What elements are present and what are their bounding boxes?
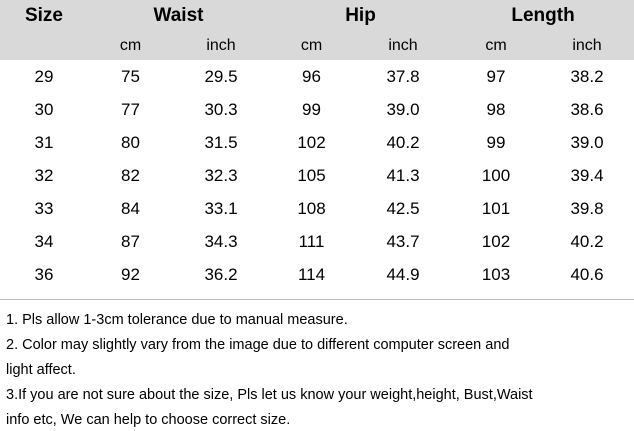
table-unit-header-row [0, 31, 634, 60]
unit-size-blank [0, 31, 88, 60]
cell-waist-cm: 82 [121, 165, 140, 185]
cell-length-inch: 39.4 [570, 165, 604, 185]
cell-waist-inch: 31.5 [204, 132, 238, 152]
cell-waist-cm: 87 [121, 231, 140, 251]
note-help-line2: info etc, We can help to choose correct size. [6, 412, 291, 428]
cell-waist-inch: 30.3 [204, 99, 238, 119]
unit-waist-cm: cm [119, 36, 142, 54]
unit-length-inch: inch [572, 36, 602, 54]
cell-waist-cm: 77 [121, 99, 140, 119]
cell-hip-cm: 111 [298, 231, 325, 251]
spacer [0, 291, 634, 299]
cell-size: 29 [34, 66, 54, 86]
unit-waist-inch: inch [206, 36, 236, 54]
cell-length-inch: 38.2 [570, 66, 604, 86]
cell-hip-inch: 44.9 [386, 264, 420, 284]
cell-length-inch: 38.6 [570, 99, 604, 119]
table-row [0, 93, 634, 126]
cell-length-cm: 98 [486, 99, 506, 119]
table-row [0, 258, 634, 291]
cell-hip-inch: 42.5 [386, 198, 420, 218]
cell-length-cm: 100 [481, 165, 511, 185]
notes-section [0, 300, 634, 431]
cell-waist-cm: 84 [121, 198, 140, 218]
cell-waist-cm: 92 [121, 264, 140, 284]
note-color-line2: light affect. [6, 362, 76, 378]
cell-waist-inch: 29.5 [204, 66, 238, 86]
column-group-waist: Waist [153, 4, 204, 26]
cell-waist-inch: 33.1 [204, 198, 238, 218]
cell-waist-inch: 32.3 [204, 165, 238, 185]
note-color-line1: 2. Color may slightly vary from the image due to different computer screen and [6, 337, 510, 353]
cell-length-inch: 39.0 [570, 132, 604, 152]
cell-hip-cm: 102 [297, 132, 326, 152]
note-help-line1: 3.If you are not sure about the size, Pls let us know your weight,height, Bust,Waist [6, 387, 533, 403]
cell-length-cm: 101 [481, 198, 511, 218]
table-row [0, 159, 634, 192]
cell-hip-inch: 37.8 [386, 66, 420, 86]
cell-size: 31 [34, 132, 54, 152]
cell-length-inch: 40.2 [570, 231, 604, 251]
column-group-hip: Hip [345, 4, 376, 26]
table-row [0, 126, 634, 159]
cell-length-cm: 103 [481, 264, 511, 284]
cell-size: 30 [34, 99, 54, 119]
cell-size: 33 [34, 198, 54, 218]
table-row [0, 60, 634, 93]
cell-waist-cm: 75 [121, 66, 140, 86]
column-group-size: Size [24, 4, 64, 26]
cell-hip-cm: 108 [297, 198, 326, 218]
cell-size: 34 [34, 231, 54, 251]
table-group-header-row [0, 0, 634, 31]
cell-waist-inch: 36.2 [204, 264, 238, 284]
cell-waist-cm: 80 [121, 132, 140, 152]
cell-waist-inch: 34.3 [204, 231, 238, 251]
unit-length-cm: cm [485, 36, 507, 54]
cell-hip-inch: 43.7 [386, 231, 420, 251]
cell-size: 32 [34, 165, 54, 185]
cell-hip-cm: 105 [297, 165, 326, 185]
table-row [0, 225, 634, 258]
unit-hip-cm: cm [300, 36, 323, 54]
cell-length-cm: 102 [481, 231, 511, 251]
cell-hip-cm: 96 [302, 66, 321, 86]
unit-hip-inch: inch [388, 36, 418, 54]
cell-hip-cm: 99 [302, 99, 321, 119]
cell-hip-inch: 41.3 [386, 165, 420, 185]
cell-hip-inch: 40.2 [386, 132, 420, 152]
note-tolerance: 1. Pls allow 1-3cm tolerance due to manual measure. [6, 312, 348, 328]
cell-length-cm: 97 [486, 66, 506, 86]
cell-hip-cm: 114 [297, 264, 326, 284]
cell-size: 36 [34, 264, 54, 284]
column-group-length: Length [511, 4, 575, 26]
cell-length-inch: 39.8 [570, 198, 604, 218]
cell-hip-inch: 39.0 [386, 99, 420, 119]
table-row [0, 192, 634, 225]
cell-length-inch: 40.6 [570, 264, 604, 284]
cell-length-cm: 99 [486, 132, 506, 152]
